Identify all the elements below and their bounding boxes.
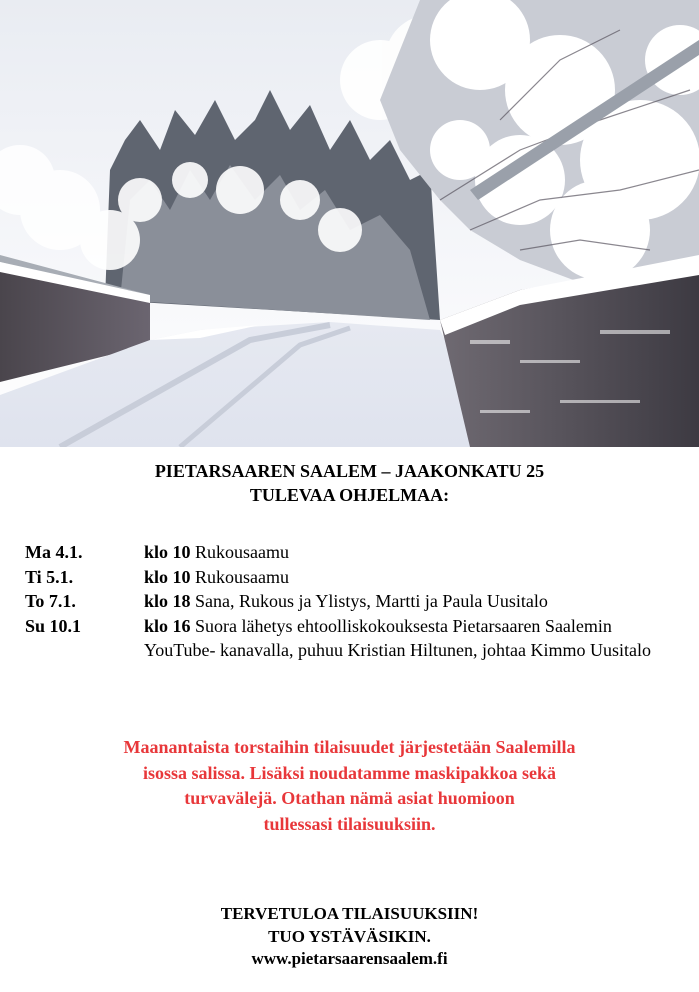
website-link[interactable]: www.pietarsaarensaalem.fi bbox=[251, 949, 448, 968]
event-header bbox=[0, 459, 699, 507]
schedule-text: Sana, Rukous ja Ylistys, Martti ja Paula Uusitalo bbox=[190, 591, 548, 611]
schedule-list bbox=[25, 540, 685, 663]
schedule-day: Ma 4.1. bbox=[25, 542, 83, 562]
schedule-row bbox=[25, 565, 685, 590]
schedule-row bbox=[25, 589, 685, 614]
welcome-text: TERVETULOA TILAISUUKSIIN! bbox=[220, 904, 479, 923]
schedule-time: klo 10 bbox=[144, 566, 191, 587]
winter-road-photo bbox=[0, 0, 699, 447]
invite-friends-text: TUO YSTÄVÄSIKIN. bbox=[268, 926, 431, 946]
notice-line: turvavälejä. Otathan nämä asiat huomioon bbox=[184, 788, 515, 808]
schedule-description bbox=[144, 565, 685, 590]
schedule-description bbox=[144, 540, 685, 565]
schedule-time: klo 10 bbox=[144, 542, 191, 562]
schedule-text: Suora lähetys ehtoolliskokouksesta Pietarsaaren Saalemin YouTube- kanavalla, puhuu Kristian Hiltunen, johtaa Kimmo Uusitalo bbox=[144, 615, 651, 660]
schedule-row bbox=[25, 540, 685, 565]
notice-line: isossa salissa. Lisäksi noudatamme maskipakkoa sekä bbox=[142, 762, 557, 783]
schedule-description bbox=[144, 589, 685, 614]
notice-line: tullessasi tilaisuuksiin. bbox=[263, 813, 436, 834]
header-subtitle: TULEVAA OHJELMAA: bbox=[249, 485, 450, 505]
schedule-description bbox=[144, 614, 685, 663]
covid-notice bbox=[0, 735, 699, 837]
schedule-text: Rukousaamu bbox=[190, 542, 290, 562]
schedule-time: klo 16 bbox=[144, 615, 191, 636]
schedule-row bbox=[25, 614, 685, 663]
schedule-day: Ti 5.1. bbox=[25, 566, 74, 587]
schedule-text: Rukousaamu bbox=[190, 566, 290, 587]
welcome-footer bbox=[0, 903, 699, 971]
schedule-day: To 7.1. bbox=[25, 591, 76, 611]
schedule-time: klo 18 bbox=[144, 591, 191, 611]
schedule-day: Su 10.1 bbox=[25, 615, 82, 636]
notice-line: Maanantaista torstaihin tilaisuudet järjestetään Saalemilla bbox=[123, 737, 576, 757]
header-title: PIETARSAAREN SAALEM – JAAKONKATU 25 bbox=[154, 461, 545, 481]
